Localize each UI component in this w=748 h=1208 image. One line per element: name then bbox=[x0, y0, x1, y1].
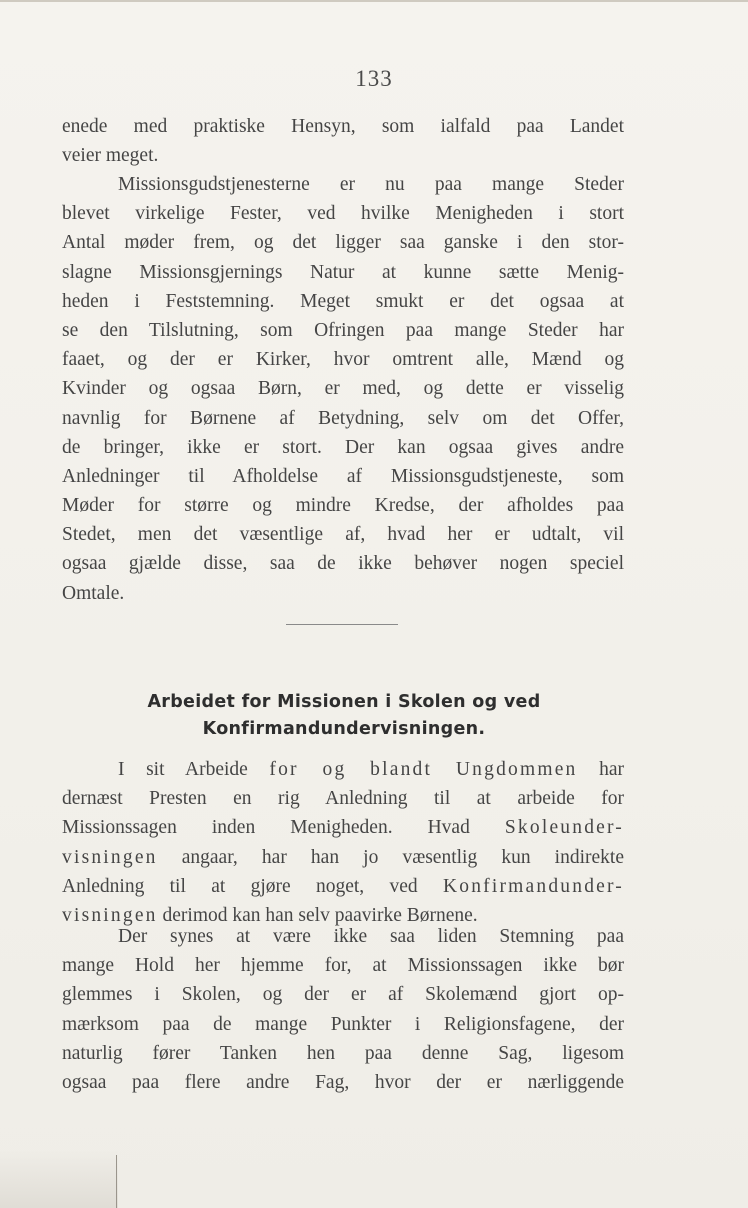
text-line: glemmes i Skolen, og der er af Skolemænd gjort op- bbox=[62, 984, 624, 1006]
spaced-emphasis: visningen bbox=[62, 904, 158, 926]
text-line: Der synes at være ikke saa liden Stemning paa bbox=[118, 926, 624, 947]
text-line bbox=[62, 872, 624, 901]
section-heading-line-1: Arbeidet for Missionen i Skolen og ved bbox=[147, 692, 541, 712]
text-line: Møder for større og mindre Kredse, der afholdes paa bbox=[62, 495, 624, 517]
text-line: naturlig fører Tanken hen paa denne Sag, ligesom bbox=[62, 1042, 624, 1064]
text-line: ogsaa gjælde disse, saa de ikke behøver nogen speciel bbox=[62, 553, 624, 575]
text-line: Omtale. bbox=[62, 582, 125, 604]
page-top-edge bbox=[0, 0, 748, 2]
text-line: blevet virkelige Fester, ved hvilke Menigheden i stort bbox=[62, 203, 624, 225]
text-line: navnlig for Børnene af Betydning, selv om det Offer, bbox=[62, 407, 624, 429]
text-line: Missionsgudstjenesterne er nu paa mange Steder bbox=[118, 174, 624, 195]
text-run: har bbox=[577, 759, 624, 780]
text-line: slagne Missionsgjernings Natur at kunne sætte Menig- bbox=[62, 261, 624, 283]
spaced-emphasis: Konfirmandunder- bbox=[442, 875, 624, 897]
text-run: Anledning til at gjøre noget, ved bbox=[62, 875, 443, 897]
spaced-emphasis: visningen bbox=[62, 846, 158, 868]
paragraph-4 bbox=[62, 922, 624, 1097]
text-line: Kvinder og ogsaa Børn, er med, og dette er visselig bbox=[62, 378, 624, 400]
paragraph-3 bbox=[62, 755, 624, 930]
text-line: enede med praktiske Hensyn, som ialfald paa Landet bbox=[62, 116, 624, 137]
paragraph-1 bbox=[62, 112, 624, 170]
text-line: Antal møder frem, og det ligger saa ganske i den stor- bbox=[62, 232, 624, 254]
text-line: Anledninger til Afholdelse af Missionsgudstjeneste, som bbox=[62, 465, 624, 487]
text-line bbox=[62, 755, 624, 784]
scan-shadow bbox=[0, 1150, 118, 1208]
text-line: dernæst Presten en rig Anledning til at arbeide for bbox=[62, 788, 624, 810]
text-run: derimod kan han selv paavirke Børnene. bbox=[157, 904, 478, 926]
paragraph-2 bbox=[62, 170, 624, 608]
section-divider bbox=[286, 624, 398, 625]
text-line: heden i Feststemning. Meget smukt er det ogsaa at bbox=[62, 290, 624, 312]
text-line: veier meget. bbox=[62, 145, 159, 167]
text-line: de bringer, ikke er stort. Der kan ogsaa gives andre bbox=[62, 436, 624, 458]
page-number: 133 bbox=[355, 66, 393, 91]
text-line: mærksom paa de mange Punkter i Religionsfagene, der bbox=[62, 1013, 624, 1035]
text-run: angaar, har han jo væsentlig kun indirekte bbox=[157, 846, 624, 868]
text-line: Stedet, men det væsentlige af, hvad her er udtalt, vil bbox=[62, 524, 624, 546]
spaced-emphasis: for og blandt Ungdommen bbox=[269, 759, 578, 780]
text-line: faaet, og der er Kirker, hvor omtrent alle, Mænd og bbox=[62, 349, 624, 371]
text-line: ogsaa paa flere andre Fag, hvor der er nærliggende bbox=[62, 1071, 624, 1093]
scan-fold-line bbox=[116, 1155, 117, 1208]
spaced-emphasis: Skoleunder- bbox=[504, 817, 624, 839]
section-heading-line-2: Konfirmandundervisningen. bbox=[202, 719, 486, 739]
text-run: I sit Arbeide bbox=[118, 759, 270, 780]
text-line: se den Tilslutning, som Ofringen paa mange Steder har bbox=[62, 319, 624, 341]
text-line: mange Hold her hjemme for, at Missionssagen ikke bør bbox=[62, 955, 624, 977]
text-line bbox=[62, 813, 624, 842]
text-line bbox=[62, 843, 624, 872]
text-run: Missionssagen inden Menigheden. Hvad bbox=[62, 817, 505, 839]
